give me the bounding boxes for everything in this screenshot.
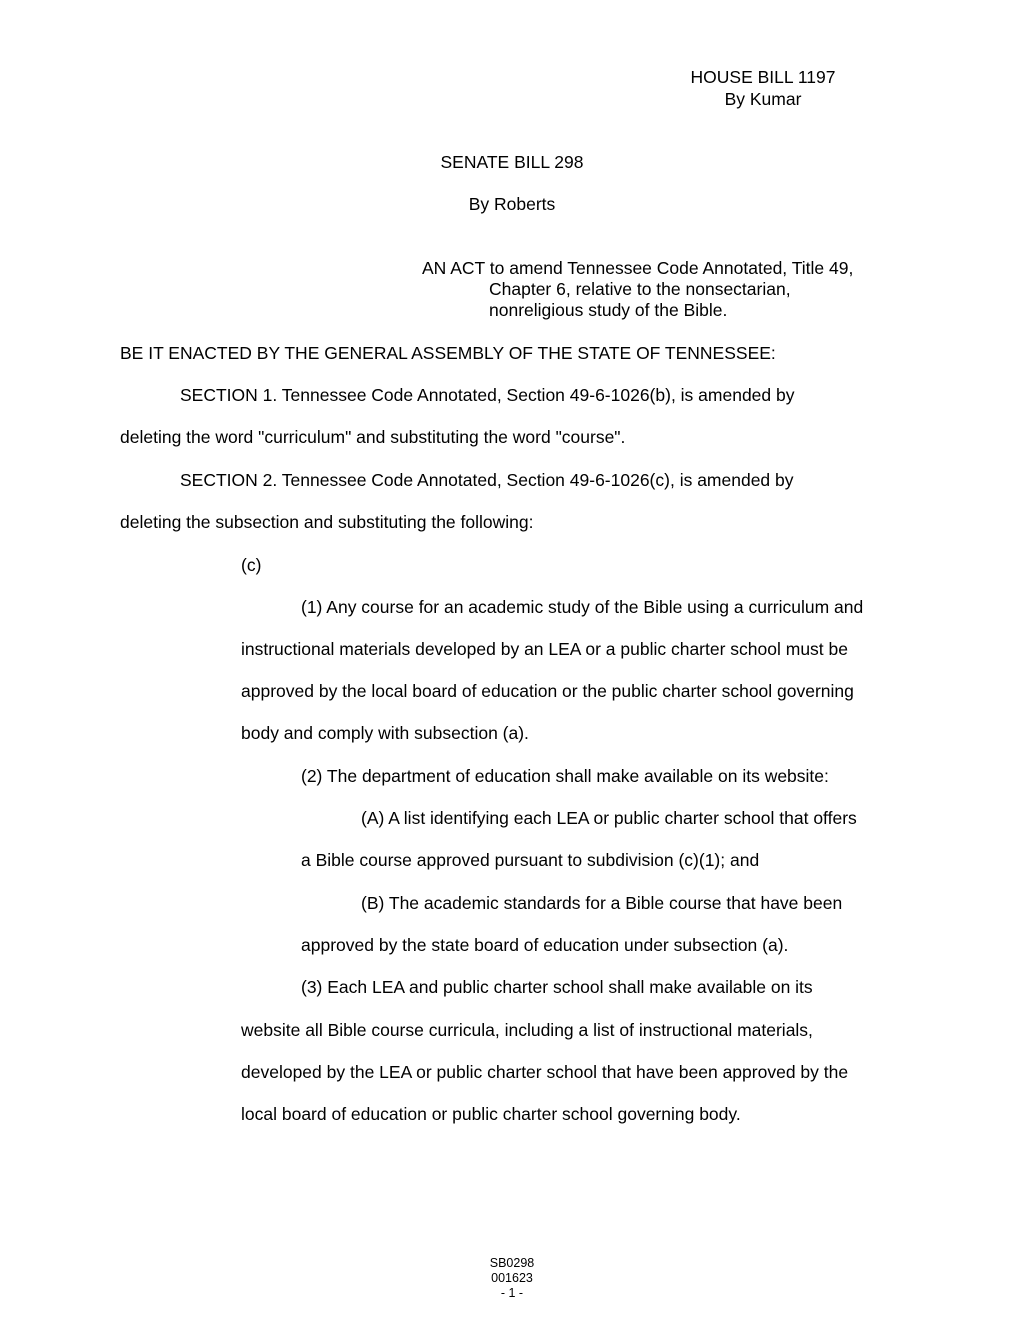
section-2-line-2: deleting the subsection and substituting the following: xyxy=(120,512,534,532)
section-1-line-1: SECTION 1. Tennessee Code Annotated, Section 49-6-1026(b), is amended by xyxy=(180,385,795,405)
item-2-line-1: (2) The department of education shall make available on its website: xyxy=(301,766,829,786)
section-1-line-2: deleting the word "curriculum" and substituting the word "course". xyxy=(120,427,626,447)
item-2-A-line-2: a Bible course approved pursuant to subdivision (c)(1); and xyxy=(301,850,760,870)
senate-bill-sponsor: By Roberts xyxy=(468,194,556,214)
item-3-line-4: local board of education or public charter school governing body. xyxy=(241,1104,741,1124)
item-3-line-2: website all Bible course curricula, including a list of instructional materials, xyxy=(241,1020,813,1040)
senate-bill-number: SENATE BILL 298 xyxy=(440,152,584,172)
item-2-B-line-1: (B) The academic standards for a Bible course that have been xyxy=(361,893,843,913)
caption-line-3: nonreligious study of the Bible. xyxy=(489,300,728,320)
footer-doc-number: 001623 xyxy=(491,1271,533,1285)
item-1-line-4: body and comply with subsection (a). xyxy=(241,723,529,743)
house-bill-sponsor: By Kumar xyxy=(724,89,802,109)
item-1-line-2: instructional materials developed by an LEA or a public charter school must be xyxy=(241,639,848,659)
subsection-c-label: (c) xyxy=(241,555,262,575)
footer-page-number: - 1 - xyxy=(500,1286,524,1300)
footer-bill-code: SB0298 xyxy=(489,1256,535,1270)
item-1-line-3: approved by the local board of education or the public charter school governing xyxy=(241,681,854,701)
item-1-line-1: (1) Any course for an academic study of the Bible using a curriculum and xyxy=(301,597,864,617)
caption-line-2: Chapter 6, relative to the nonsectarian, xyxy=(489,279,791,299)
item-3-line-1: (3) Each LEA and public charter school shall make available on its xyxy=(301,977,813,997)
item-2-B-line-2: approved by the state board of education under subsection (a). xyxy=(301,935,789,955)
item-2-A-line-1: (A) A list identifying each LEA or public charter school that offers xyxy=(361,808,857,828)
caption-line-1: AN ACT to amend Tennessee Code Annotated, Title 49, xyxy=(422,258,854,278)
house-bill-number: HOUSE BILL 1197 xyxy=(690,67,836,87)
enacting-clause: BE IT ENACTED BY THE GENERAL ASSEMBLY OF THE STATE OF TENNESSEE: xyxy=(120,343,776,363)
item-3-line-3: developed by the LEA or public charter school that have been approved by the xyxy=(241,1062,849,1082)
section-2-line-1: SECTION 2. Tennessee Code Annotated, Section 49-6-1026(c), is amended by xyxy=(180,470,794,490)
